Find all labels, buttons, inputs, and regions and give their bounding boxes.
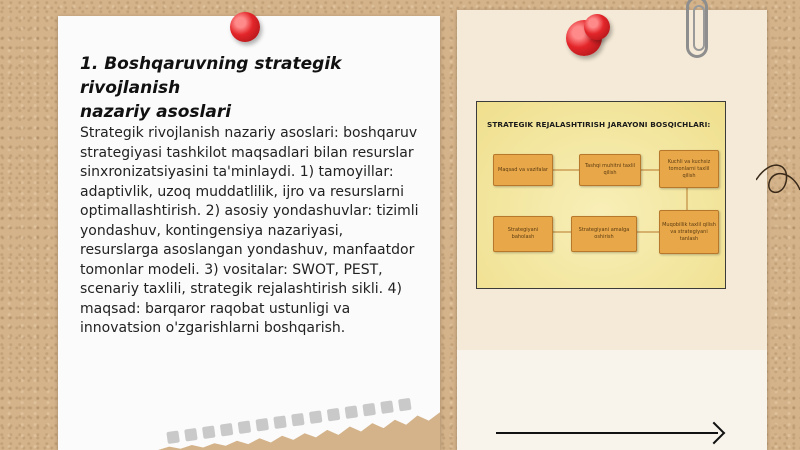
diagram-connectors: [477, 102, 725, 288]
diagram-box-implementation: Strategiyani amalga oshirish: [571, 216, 637, 252]
title-line-1: 1. Boshqaruvning strategik rivojlanish: [80, 54, 342, 98]
diagram-box-external-analysis: Tashqi muhitni taxlil qilish: [579, 154, 641, 186]
paper-clip-icon: [686, 0, 708, 58]
diagram-box-evaluation: Strategiyani baholash: [493, 216, 553, 252]
strategic-planning-diagram: [476, 101, 726, 289]
diagram-title: STRATEGIK REJALASHTIRISH JARAYONI BOSQICHLARI:: [487, 120, 711, 129]
slide-title: [80, 52, 425, 124]
string-loop-icon: [756, 150, 800, 220]
diagram-box-alternatives: Muqobillik taxlil qilish va strategiyani tanlash: [659, 210, 719, 254]
push-pin-icon: [584, 14, 610, 40]
diagram-box-goals: Maqsad va vazifalar: [493, 154, 553, 186]
diagram-box-swot: Kuchli va kuchsiz tomonlarni taxlil qilish: [659, 150, 719, 188]
body-paragraph: Strategik rivojlanish nazariy asoslari: boshqaruv strategiyasi tashkilot maqsadlari bilan resurslar sinxronizatsiyasini ta'minlaydi. 1) tamoyillar: adaptivlik, uzoq muddatlilik, ijro va resurslarni optimallashtirish. 2) asosiy yondashuvlar: tizimli yondashuv, kontingensiya nazariyasi, resurslarga asoslangan yondashuv, manfaatdor tomonlar modeli. 3) vositalar: SWOT, PEST, scenariy taxlili, strategik rejalashtirish sikli. 4) maqsad: barqaror raqobat ustunligi va innovatsion o'zgarishlarni boshqarish.: [80, 125, 419, 336]
arrow-right-icon: [496, 432, 718, 434]
title-line-2: nazariy asoslari: [80, 102, 232, 122]
push-pin-icon: [230, 12, 260, 42]
